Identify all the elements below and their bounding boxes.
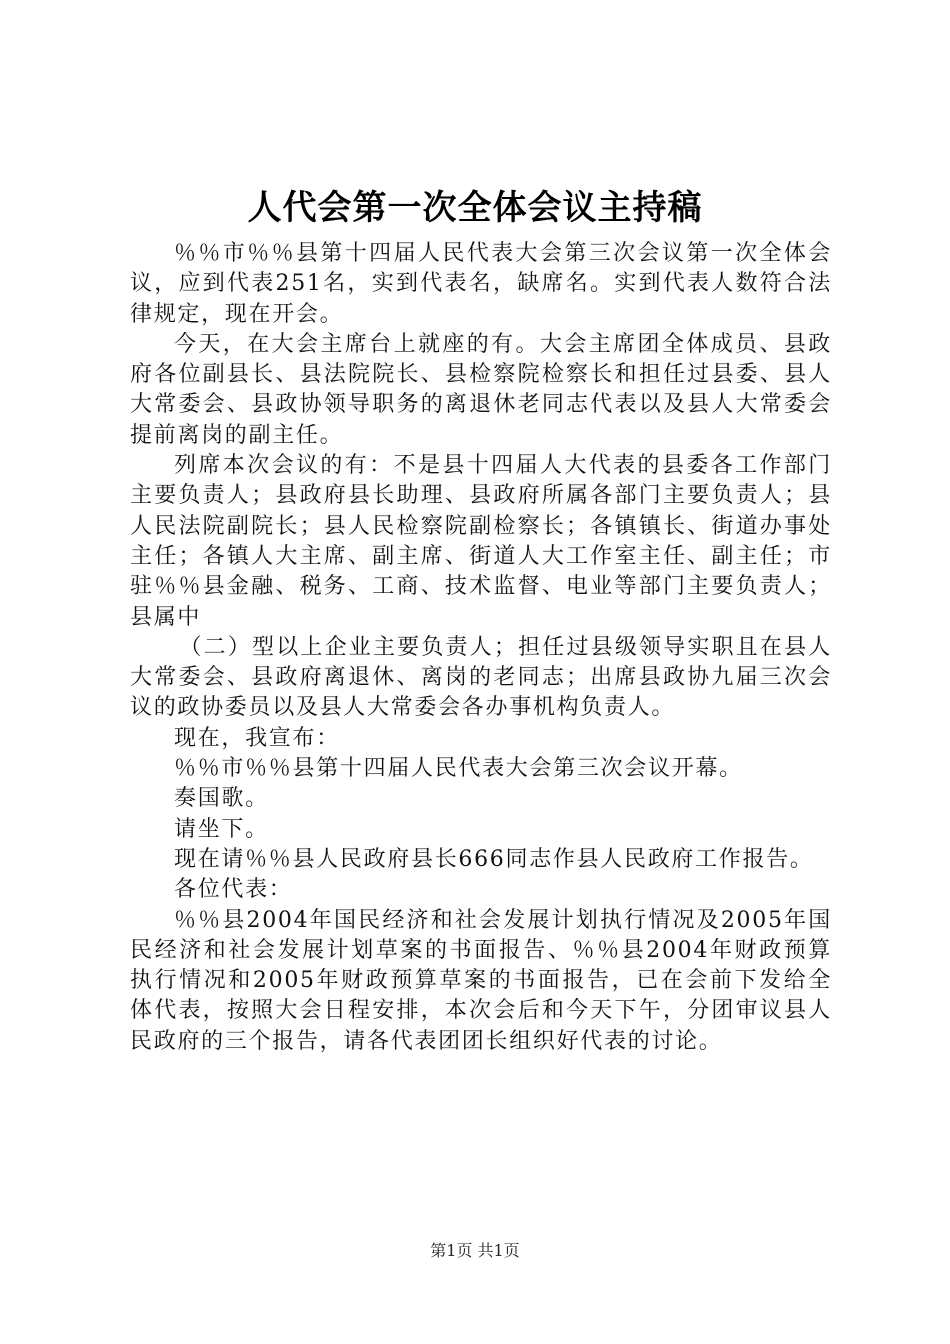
paragraph-opening: ％％市％％县第十四届人民代表大会第三次会议第一次全体会议，应到代表251名，实到代表名，缺席名。实到代表人数符合法律规定，现在开会。 bbox=[130, 241, 832, 327]
document-title: 人代会第一次全体会议主持稿 bbox=[247, 188, 703, 228]
paragraph-government-report: 现在请％％县人民政府县长666同志作县人民政府工作报告。 bbox=[174, 846, 814, 872]
paragraph-attendees-continued: （二）型以上企业主要负责人；担任过县级领导实职且在县人大常委会、县政府离退休、离岗的老同志；出席县政协九届三次会议的政协委员以及县人大常委会各办事机构负责人。 bbox=[130, 634, 832, 721]
paragraph-written-reports: ％％县2004年国民经济和社会发展计划执行情况及2005年国民经济和社会发展计划草案的书面报告、％％县2004年财政预算执行情况和2005年财政预算草案的书面报告，已在会前下发给全体代表，按照大会日程安排，本次会后和今天下午，分团审议县人民政府的三个报告，请各代表团团长组织好代表的讨论。 bbox=[130, 907, 832, 1054]
paragraph-address-delegates: 各位代表： bbox=[174, 877, 293, 903]
paragraph-attendees: 列席本次会议的有：不是县十四届人大代表的县委各工作部门主要负责人；县政府县长助理、县政府所属各部门主要负责人；县人民法院副院长；县人民检察院副检察长；各镇镇长、街道办事处主任；各镇人大主席、副主席、街道人大工作室主任、副主任；市驻％％县金融、税务、工商、技术监督、电业等部门主要负责人；县属中 bbox=[130, 453, 832, 630]
paragraph-be-seated: 请坐下。 bbox=[174, 816, 269, 842]
paragraph-anthem: 奏国歌。 bbox=[174, 786, 269, 812]
document-body bbox=[130, 239, 832, 1057]
page-number: 第1页 共1页 bbox=[430, 1241, 520, 1260]
paragraph-opening-declaration: ％％市％％县第十四届人民代表大会第三次会议开幕。 bbox=[174, 756, 743, 782]
paragraph-presidium: 今天，在大会主席台上就座的有。大会主席团全体成员、县政府各位副县长、县法院院长、县检察院检察长和担任过县委、县人大常委会、县政协领导职务的离退休老同志代表以及县人大常委会提前离岗的副主任。 bbox=[130, 331, 832, 448]
paragraph-announce: 现在，我宣布： bbox=[174, 725, 340, 751]
